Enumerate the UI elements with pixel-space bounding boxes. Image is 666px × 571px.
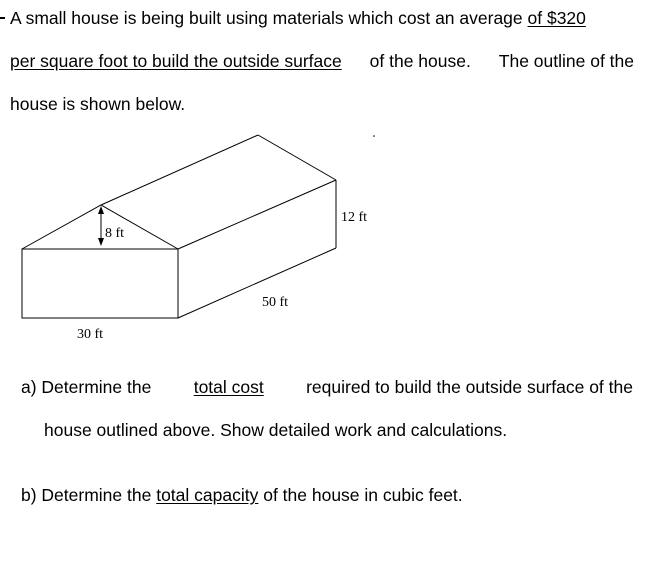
length-label: 50 ft (262, 295, 289, 310)
back-gable-slope (258, 135, 336, 180)
total-capacity-underlined: total capacity (156, 485, 259, 505)
surface-underlined: per square foot to build the outside surface (10, 51, 342, 71)
height-arrow-down (98, 238, 104, 246)
base-edge (178, 248, 336, 318)
eave-line (178, 180, 336, 249)
wall-height-label: 12 ft (341, 210, 368, 225)
intro-text-2b: The outline of the (498, 51, 634, 71)
intro-line-3: house is shown below. (10, 94, 186, 114)
question-a-prefix: a) Determine the (21, 377, 152, 397)
question-b-prefix: b) Determine the (21, 485, 157, 505)
height-label: 8 ft (105, 226, 125, 241)
ridge-line (101, 135, 258, 205)
question-a-line-1 (21, 376, 633, 398)
question-b-rest: of the house in cubic feet. (258, 485, 463, 505)
width-label: 30 ft (77, 327, 104, 342)
question-b (21, 484, 463, 506)
question-a-line-2: house outlined above. Show detailed work and calculations. (44, 420, 508, 440)
cost-underlined: of $320 (527, 8, 586, 28)
height-arrow-up (98, 206, 104, 214)
intro-text-2a: of the house. (369, 51, 471, 71)
intro-text-1: A small house is being built using materials which cost an average (10, 8, 528, 28)
total-cost-underlined: total cost (193, 377, 264, 397)
stray-dot (373, 135, 375, 137)
front-wall (22, 249, 178, 318)
question-a-rest-1: required to build the outside surface of the (306, 377, 633, 397)
